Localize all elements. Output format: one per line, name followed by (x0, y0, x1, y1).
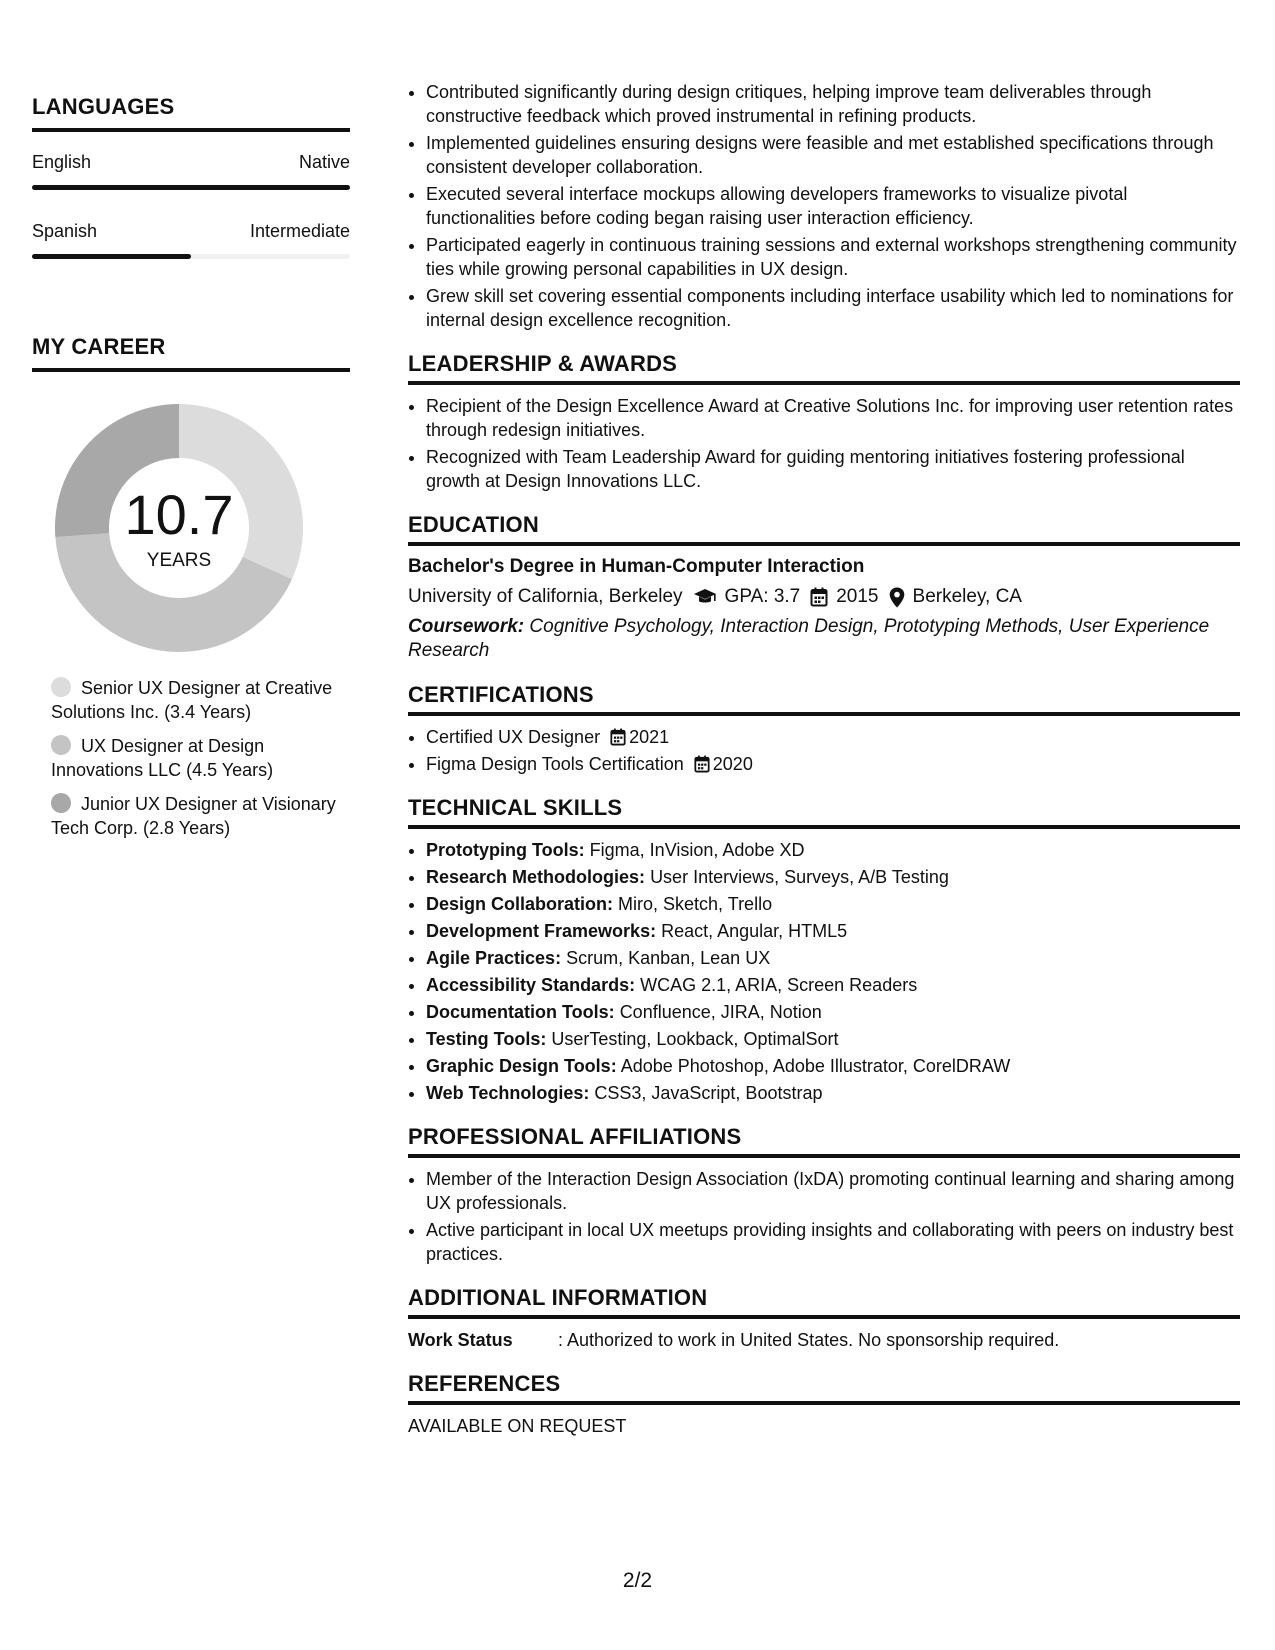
coursework-value: Cognitive Psychology, Interaction Design, Prototyping Methods, User Experience Research (408, 616, 1210, 661)
education-location: Berkeley, CA (912, 586, 1022, 607)
skill-label: Web Technologies: (426, 1083, 590, 1103)
legend-dot-icon (51, 677, 71, 697)
list-item (426, 1027, 1240, 1051)
cert-name: Certified UX Designer (426, 727, 601, 747)
career-donut-chart (55, 404, 303, 652)
cert-name: Figma Design Tools Certification (426, 754, 684, 774)
skill-label: Design Collaboration: (426, 894, 614, 914)
skill-value: Miro, Sketch, Trello (618, 894, 773, 914)
list-item (426, 919, 1240, 943)
language-proficiency-fill (32, 185, 350, 190)
leadership-list (408, 394, 1240, 493)
skill-value: UserTesting, Lookback, OptimalSort (551, 1029, 839, 1049)
languages-title: LANGUAGES (32, 94, 350, 132)
main-content (408, 80, 1240, 1438)
language-proficiency-bar (32, 254, 350, 259)
list-item (426, 865, 1240, 889)
calendar-icon (610, 728, 626, 746)
additional-info-title: ADDITIONAL INFORMATION (408, 1286, 1240, 1319)
graduation-cap-icon (693, 588, 717, 606)
skill-value: User Interviews, Surveys, A/B Testing (650, 867, 949, 887)
list-item: • Recognized with Team Leadership Award for guiding mentoring initiatives fostering professional growth at Design Innovations LLC. (426, 445, 1240, 493)
location-pin-icon (889, 587, 905, 608)
list-item (426, 752, 1240, 776)
skill-label: Accessibility Standards: (426, 975, 636, 995)
skill-value: Confluence, JIRA, Notion (619, 1002, 822, 1022)
education-details (408, 585, 1240, 609)
experience-bullets (408, 80, 1240, 332)
skill-value: Figma, InVision, Adobe XD (589, 840, 805, 860)
education-school: University of California, Berkeley (408, 586, 683, 607)
list-item (426, 1000, 1240, 1024)
affiliations-list (408, 1167, 1240, 1266)
education-title: EDUCATION (408, 513, 1240, 546)
education-year: 2015 (836, 586, 879, 607)
list-item: • Recipient of the Design Excellence Award at Creative Solutions Inc. for improving user retention rates through redesign initiatives. (426, 394, 1240, 442)
work-status-label: Work Status (408, 1330, 513, 1350)
cert-date: 2021 (629, 727, 670, 747)
skill-label: Graphic Design Tools: (426, 1056, 617, 1076)
legend-item (51, 676, 341, 724)
page-number: 2/2 (622, 1569, 653, 1592)
legend-dot-icon (51, 735, 71, 755)
skill-label: Research Methodologies: (426, 867, 646, 887)
certifications-list (408, 725, 1240, 776)
language-name: Spanish (32, 221, 98, 241)
language-proficiency-bar (32, 185, 350, 190)
coursework-label: Coursework: (408, 616, 525, 637)
skill-label: Agile Practices: (426, 948, 562, 968)
skill-value: React, Angular, HTML5 (661, 921, 848, 941)
list-item: • Grew skill set covering essential components including interface usability which led to nominations for internal design excellence recognition. (426, 284, 1240, 332)
language-level: Native (298, 152, 350, 172)
language-name: English (32, 152, 92, 172)
list-item (426, 1054, 1240, 1078)
legend-dot-icon (51, 793, 71, 813)
skill-label: Development Frameworks: (426, 921, 657, 941)
education-degree: Bachelor's Degree in Human-Computer Interaction (408, 556, 865, 577)
work-status-value: : Authorized to work in United States. No sponsorship required. (558, 1330, 1060, 1350)
legend-label: Senior UX Designer at Creative Solutions Inc. (3.4 Years) (51, 678, 333, 722)
certifications-title: CERTIFICATIONS (408, 683, 1240, 716)
references-title: REFERENCES (408, 1372, 1240, 1405)
list-item: • Implemented guidelines ensuring designs were feasible and met established specifications through consistent developer collaboration. (426, 131, 1240, 179)
legend-item (51, 792, 341, 840)
skill-label: Documentation Tools: (426, 1002, 615, 1022)
list-item: • Executed several interface mockups allowing developers frameworks to visualize pivotal functionalities before coding began raising user interaction efficiency. (426, 182, 1240, 230)
references-text: AVAILABLE ON REQUEST (408, 1416, 627, 1436)
legend-label: UX Designer at Design Innovations LLC (4.5 Years) (51, 736, 274, 780)
education-gpa: GPA: 3.7 (724, 586, 801, 607)
education-coursework (408, 615, 1240, 663)
career-title: MY CAREER (32, 334, 350, 372)
language-proficiency-fill (32, 254, 191, 259)
calendar-icon (810, 587, 828, 607)
list-item (426, 725, 1240, 749)
language-level: Intermediate (249, 221, 350, 241)
calendar-icon (694, 755, 710, 773)
list-item (426, 838, 1240, 862)
career-unit: YEARS (146, 550, 212, 571)
legend-item (51, 734, 341, 782)
work-status-row (408, 1328, 1240, 1352)
skills-list (408, 838, 1240, 1105)
skill-label: Prototyping Tools: (426, 840, 585, 860)
legend-label: Junior UX Designer at Visionary Tech Corp. (2.8 Years) (51, 794, 336, 838)
skill-value: Scrum, Kanban, Lean UX (566, 948, 771, 968)
career-legend (51, 676, 341, 850)
skill-label: Testing Tools: (426, 1029, 547, 1049)
skill-value: WCAG 2.1, ARIA, Screen Readers (640, 975, 918, 995)
list-item (426, 1081, 1240, 1105)
skills-title: TECHNICAL SKILLS (408, 796, 1240, 829)
list-item: • Active participant in local UX meetups providing insights and collaborating with peers on industry best practices. (426, 1218, 1240, 1266)
cert-date: 2020 (712, 754, 753, 774)
skill-value: Adobe Photoshop, Adobe Illustrator, CorelDRAW (620, 1056, 1011, 1076)
career-total: 10.7 (124, 483, 234, 546)
leadership-title: LEADERSHIP & AWARDS (408, 352, 1240, 385)
list-item: • Member of the Interaction Design Association (IxDA) promoting continual learning and sharing among UX professionals. (426, 1167, 1240, 1215)
list-item (426, 892, 1240, 916)
list-item: • Contributed significantly during design critiques, helping improve team deliverables through constructive feedback which proved instrumental in refining products. (426, 80, 1240, 128)
list-item (426, 946, 1240, 970)
skill-value: CSS3, JavaScript, Bootstrap (594, 1083, 823, 1103)
list-item: • Participated eagerly in continuous training sessions and external workshops strengthening community ties while growing personal capabilities in UX design. (426, 233, 1240, 281)
list-item (426, 973, 1240, 997)
affiliations-title: PROFESSIONAL AFFILIATIONS (408, 1125, 1240, 1158)
